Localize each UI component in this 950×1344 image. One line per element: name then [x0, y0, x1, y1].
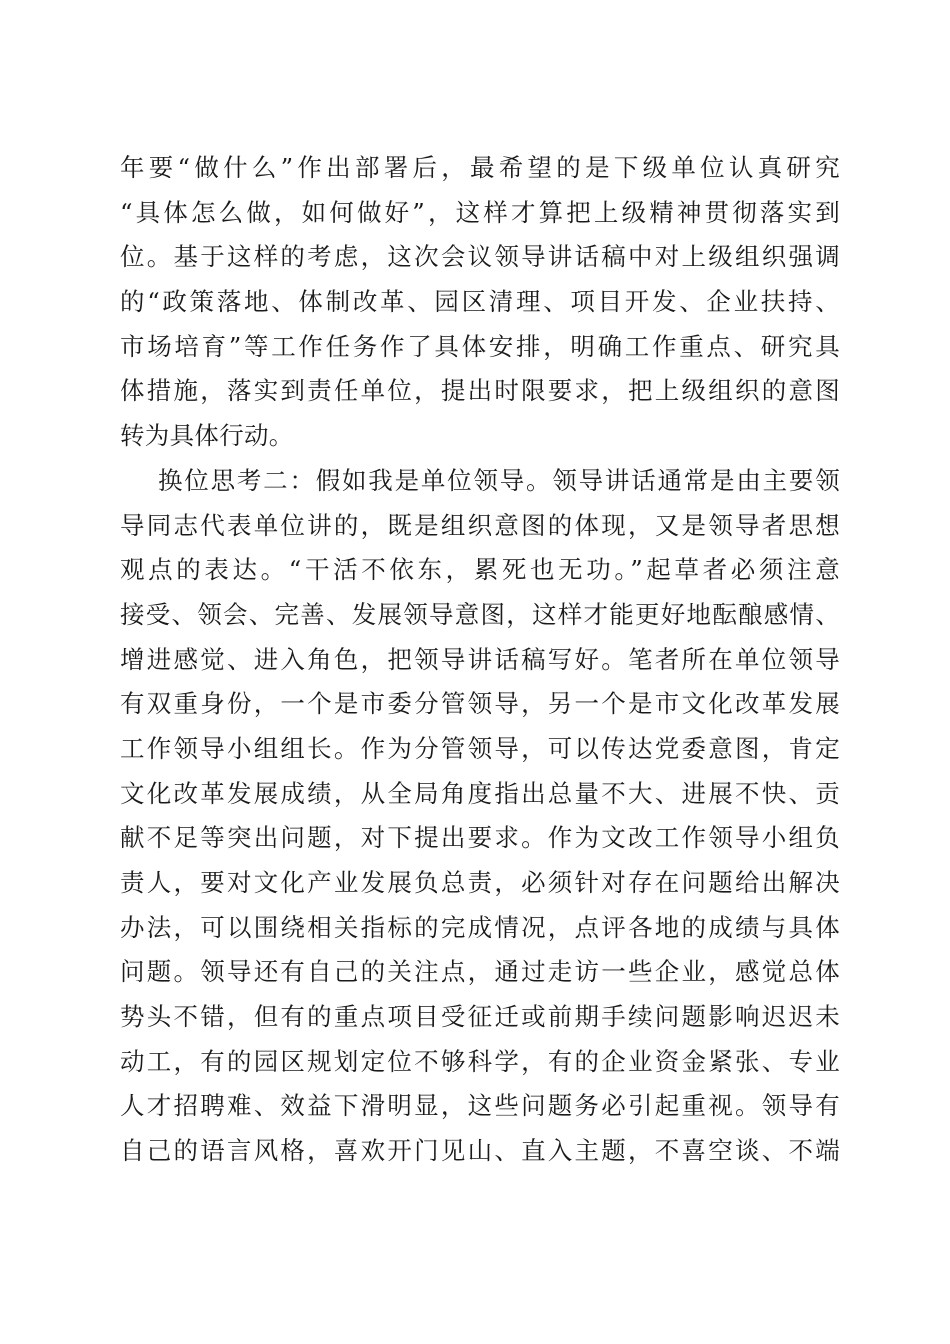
text-line: 责人，要对文化产业发展负总责，必须针对存在问题给出解决 — [120, 868, 840, 897]
text-line: 有双重身份，一个是市委分管领导，另一个是市文化改革发展 — [120, 689, 840, 719]
text-line: 转为具体行动。 — [120, 421, 294, 451]
text-line: 办法，可以围绕相关指标的完成情况，点评各地的成绩与具体 — [120, 912, 840, 942]
text-line: 导同志代表单位讲的，既是组织意图的体现，又是领导者思想 — [120, 510, 840, 540]
text-line: 接受、领会、完善、发展领导意图，这样才能更好地酝酿感情、 — [120, 599, 840, 629]
text-line: 动工，有的园区规划定位不够科学，有的企业资金紧张、专业 — [120, 1046, 840, 1076]
text-line: 工作领导小组组长。作为分管领导，可以传达党委意图，肯定 — [120, 733, 840, 763]
text-line: 文化改革发展成绩，从全局角度指出总量不大、进展不快、贡 — [120, 778, 840, 808]
body-text — [120, 146, 840, 1219]
text-line: 市场培育”等工作任务作了具体安排，明确工作重点、研究具 — [120, 331, 840, 361]
text-line: 观点的表达。“干活不依东，累死也无功。”起草者必须注意 — [120, 555, 840, 585]
text-line: 的“政策落地、体制改革、园区清理、项目开发、企业扶持、 — [120, 287, 840, 317]
text-line: 献不足等突出问题，对下提出要求。作为文改工作领导小组负 — [120, 823, 840, 853]
text-line: 人才招聘难、效益下滑明显，这些问题务必引起重视。领导有 — [120, 1091, 840, 1121]
text-line: 自己的语言风格，喜欢开门见山、直入主题，不喜空谈、不端 — [120, 1136, 840, 1166]
text-line: 换位思考二：假如我是单位领导。领导讲话通常是由主要领 — [158, 465, 840, 495]
text-line: 势头不错，但有的重点项目受征迁或前期手续问题影响迟迟未 — [120, 1002, 840, 1032]
text-line: 问题。领导还有自己的关注点，通过走访一些企业，感觉总体 — [120, 957, 840, 987]
text-line: 位。基于这样的考虑，这次会议领导讲话稿中对上级组织强调 — [120, 242, 840, 272]
text-line: 增进感觉、进入角色，把领导讲话稿写好。笔者所在单位领导 — [120, 644, 840, 674]
text-line: “具体怎么做，如何做好”，这样才算把上级精神贯彻落实到 — [120, 197, 840, 227]
text-line: 年要“做什么”作出部署后，最希望的是下级单位认真研究 — [120, 153, 840, 182]
text-line — [120, 1174, 840, 1219]
text-line: 体措施，落实到责任单位，提出时限要求，把上级组织的意图 — [120, 376, 840, 406]
